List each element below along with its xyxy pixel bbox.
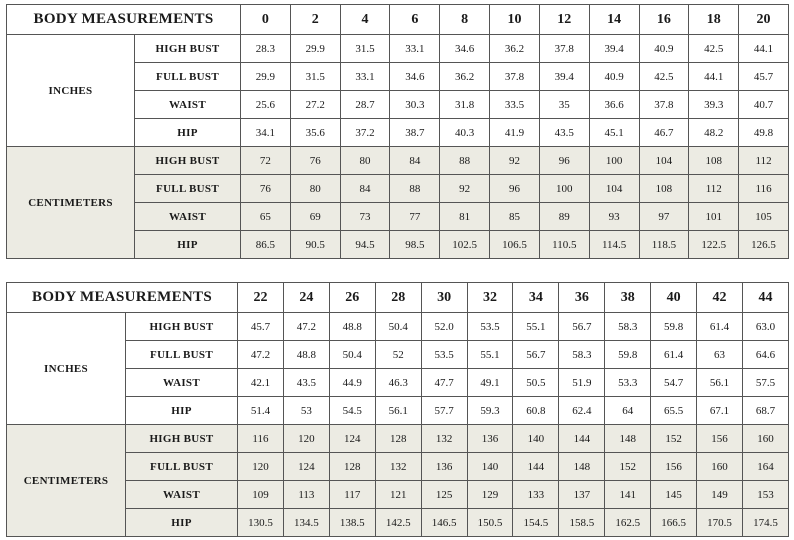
measurement-value: 120 [238, 453, 284, 481]
measurement-value: 42.5 [689, 35, 739, 63]
measurement-value: 92 [490, 147, 540, 175]
size-header: 22 [238, 283, 284, 313]
measurement-label: FULL BUST [135, 175, 241, 203]
measurement-value: 51.9 [559, 369, 605, 397]
measurement-value: 164 [742, 453, 788, 481]
measurement-value: 160 [742, 425, 788, 453]
header-row [7, 5, 789, 35]
measurement-value: 57.7 [421, 397, 467, 425]
measurement-label: HIGH BUST [126, 425, 238, 453]
measurement-value: 89 [539, 203, 589, 231]
measurement-value: 148 [605, 425, 651, 453]
measurement-value: 47.2 [283, 313, 329, 341]
measurement-value: 58.3 [605, 313, 651, 341]
measurement-value: 104 [589, 175, 639, 203]
measurement-value: 80 [290, 175, 340, 203]
measurement-value: 133 [513, 481, 559, 509]
measurement-value: 37.8 [490, 63, 540, 91]
measurement-value: 132 [375, 453, 421, 481]
measurement-value: 28.7 [340, 91, 390, 119]
measurement-label: HIGH BUST [135, 147, 241, 175]
measurement-value: 60.8 [513, 397, 559, 425]
measurement-label: WAIST [135, 91, 241, 119]
measurement-value: 72 [241, 147, 291, 175]
measurement-value: 61.4 [697, 313, 743, 341]
measurement-value: 40.3 [440, 119, 490, 147]
unit-label: CENTIMETERS [7, 147, 135, 259]
measurement-label: WAIST [135, 203, 241, 231]
measurement-value: 85 [490, 203, 540, 231]
measurement-value: 150.5 [467, 509, 513, 537]
measurement-value: 62.4 [559, 397, 605, 425]
measurement-value: 31.5 [340, 35, 390, 63]
measurement-value: 47.2 [238, 341, 284, 369]
measurement-value: 44.1 [689, 63, 739, 91]
measurement-value: 44.9 [329, 369, 375, 397]
measurement-value: 40.9 [639, 35, 689, 63]
measurement-value: 57.5 [742, 369, 788, 397]
measurement-value: 112 [739, 147, 789, 175]
measurement-value: 76 [290, 147, 340, 175]
measurement-value: 54.7 [651, 369, 697, 397]
measurement-value: 39.4 [589, 35, 639, 63]
measurement-value: 45.1 [589, 119, 639, 147]
measurement-value: 50.5 [513, 369, 559, 397]
measurement-value: 55.1 [513, 313, 559, 341]
measurement-value: 160 [697, 453, 743, 481]
measurement-value: 44.1 [739, 35, 789, 63]
measurement-value: 136 [467, 425, 513, 453]
measurement-value: 76 [241, 175, 291, 203]
measurement-value: 52.0 [421, 313, 467, 341]
measurement-value: 90.5 [290, 231, 340, 259]
size-header: 38 [605, 283, 651, 313]
size-header: 28 [375, 283, 421, 313]
measurement-value: 146.5 [421, 509, 467, 537]
measurement-value: 145 [651, 481, 697, 509]
measurement-value: 35.6 [290, 119, 340, 147]
measurement-value: 31.5 [290, 63, 340, 91]
measurement-value: 45.7 [238, 313, 284, 341]
measurement-value: 33.5 [490, 91, 540, 119]
measurement-value: 148 [559, 453, 605, 481]
measurement-value: 37.8 [539, 35, 589, 63]
measurement-value: 105 [739, 203, 789, 231]
size-header: 4 [340, 5, 390, 35]
measurement-value: 51.4 [238, 397, 284, 425]
size-header: 40 [651, 283, 697, 313]
measurement-value: 100 [589, 147, 639, 175]
measurement-value: 88 [390, 175, 440, 203]
measurement-value: 53.3 [605, 369, 651, 397]
measurement-value: 42.5 [639, 63, 689, 91]
measurement-value: 120 [283, 425, 329, 453]
measurement-value: 141 [605, 481, 651, 509]
measurement-value: 49.1 [467, 369, 513, 397]
measurement-value: 136 [421, 453, 467, 481]
measurement-value: 56.7 [559, 313, 605, 341]
measurement-value: 45.7 [739, 63, 789, 91]
size-header: 36 [559, 283, 605, 313]
measurement-value: 64.6 [742, 341, 788, 369]
size-header: 14 [589, 5, 639, 35]
measurement-value: 55.1 [467, 341, 513, 369]
table-title: BODY MEASUREMENTS [7, 5, 241, 35]
measurement-value: 102.5 [440, 231, 490, 259]
measurement-label: HIGH BUST [126, 313, 238, 341]
measurement-value: 114.5 [589, 231, 639, 259]
measurement-value: 109 [238, 481, 284, 509]
measurement-value: 53.5 [421, 341, 467, 369]
measurement-value: 37.2 [340, 119, 390, 147]
measurement-value: 98.5 [390, 231, 440, 259]
measurement-value: 77 [390, 203, 440, 231]
measurement-value: 50.4 [375, 313, 421, 341]
table-row [7, 35, 789, 63]
measurement-label: HIP [126, 397, 238, 425]
measurement-label: HIP [135, 231, 241, 259]
measurement-value: 48.8 [329, 313, 375, 341]
measurement-value: 122.5 [689, 231, 739, 259]
measurement-value: 34.1 [241, 119, 291, 147]
measurement-value: 53.5 [467, 313, 513, 341]
measurement-value: 106.5 [490, 231, 540, 259]
measurement-value: 101 [689, 203, 739, 231]
size-header: 20 [739, 5, 789, 35]
measurement-value: 138.5 [329, 509, 375, 537]
measurement-value: 154.5 [513, 509, 559, 537]
measurement-label: WAIST [126, 481, 238, 509]
measurement-value: 130.5 [238, 509, 284, 537]
size-header: 42 [697, 283, 743, 313]
measurement-value: 137 [559, 481, 605, 509]
measurement-label: FULL BUST [126, 453, 238, 481]
measurement-label: FULL BUST [126, 341, 238, 369]
measurement-value: 116 [238, 425, 284, 453]
size-header: 6 [390, 5, 440, 35]
measurement-value: 52 [375, 341, 421, 369]
measurement-value: 29.9 [290, 35, 340, 63]
size-table-2 [6, 282, 789, 537]
measurement-value: 94.5 [340, 231, 390, 259]
measurement-value: 129 [467, 481, 513, 509]
measurement-value: 43.5 [283, 369, 329, 397]
measurement-value: 48.8 [283, 341, 329, 369]
size-header: 34 [513, 283, 559, 313]
measurement-value: 38.7 [390, 119, 440, 147]
measurement-value: 166.5 [651, 509, 697, 537]
measurement-value: 97 [639, 203, 689, 231]
measurement-value: 108 [689, 147, 739, 175]
measurement-value: 116 [739, 175, 789, 203]
measurement-value: 33.1 [340, 63, 390, 91]
measurement-value: 47.7 [421, 369, 467, 397]
unit-label: INCHES [7, 313, 126, 425]
measurement-value: 124 [329, 425, 375, 453]
measurement-value: 40.9 [589, 63, 639, 91]
measurement-value: 84 [340, 175, 390, 203]
measurement-value: 110.5 [539, 231, 589, 259]
measurement-value: 117 [329, 481, 375, 509]
measurement-value: 144 [559, 425, 605, 453]
measurement-value: 28.3 [241, 35, 291, 63]
measurement-value: 152 [651, 425, 697, 453]
measurement-value: 46.3 [375, 369, 421, 397]
measurement-value: 132 [421, 425, 467, 453]
measurement-value: 104 [639, 147, 689, 175]
measurement-value: 34.6 [390, 63, 440, 91]
measurement-value: 73 [340, 203, 390, 231]
measurement-value: 61.4 [651, 341, 697, 369]
measurement-value: 65 [241, 203, 291, 231]
measurement-value: 39.3 [689, 91, 739, 119]
measurement-label: HIP [135, 119, 241, 147]
measurement-value: 46.7 [639, 119, 689, 147]
measurement-value: 35 [539, 91, 589, 119]
measurement-value: 88 [440, 147, 490, 175]
measurement-value: 31.8 [440, 91, 490, 119]
measurement-value: 36.2 [440, 63, 490, 91]
measurement-value: 152 [605, 453, 651, 481]
measurement-label: FULL BUST [135, 63, 241, 91]
measurement-value: 30.3 [390, 91, 440, 119]
unit-label: INCHES [7, 35, 135, 147]
measurement-value: 29.9 [241, 63, 291, 91]
size-header: 8 [440, 5, 490, 35]
measurement-value: 149 [697, 481, 743, 509]
measurement-value: 124 [283, 453, 329, 481]
measurement-value: 59.8 [651, 313, 697, 341]
measurement-value: 156 [651, 453, 697, 481]
measurement-label: HIGH BUST [135, 35, 241, 63]
size-header: 44 [742, 283, 788, 313]
size-header: 30 [421, 283, 467, 313]
measurement-value: 93 [589, 203, 639, 231]
measurement-value: 144 [513, 453, 559, 481]
measurement-value: 162.5 [605, 509, 651, 537]
measurement-value: 84 [390, 147, 440, 175]
measurement-value: 64 [605, 397, 651, 425]
header-row [7, 283, 789, 313]
table-title: BODY MEASUREMENTS [7, 283, 238, 313]
size-header: 18 [689, 5, 739, 35]
measurement-value: 56.1 [697, 369, 743, 397]
measurement-value: 43.5 [539, 119, 589, 147]
measurement-value: 36.2 [490, 35, 540, 63]
measurement-value: 170.5 [697, 509, 743, 537]
measurement-value: 140 [513, 425, 559, 453]
measurement-value: 50.4 [329, 341, 375, 369]
table-row [7, 425, 789, 453]
measurement-value: 153 [742, 481, 788, 509]
measurement-value: 113 [283, 481, 329, 509]
measurement-value: 174.5 [742, 509, 788, 537]
measurement-value: 142.5 [375, 509, 421, 537]
size-header: 10 [490, 5, 540, 35]
measurement-value: 53 [283, 397, 329, 425]
measurement-value: 134.5 [283, 509, 329, 537]
size-header: 26 [329, 283, 375, 313]
measurement-value: 156 [697, 425, 743, 453]
measurement-value: 59.3 [467, 397, 513, 425]
measurement-value: 128 [375, 425, 421, 453]
measurement-value: 56.7 [513, 341, 559, 369]
measurement-value: 92 [440, 175, 490, 203]
measurement-value: 42.1 [238, 369, 284, 397]
measurement-value: 125 [421, 481, 467, 509]
measurement-label: WAIST [126, 369, 238, 397]
measurement-value: 49.8 [739, 119, 789, 147]
measurement-value: 121 [375, 481, 421, 509]
measurement-value: 58.3 [559, 341, 605, 369]
measurement-value: 118.5 [639, 231, 689, 259]
measurement-value: 128 [329, 453, 375, 481]
measurement-value: 39.4 [539, 63, 589, 91]
measurement-value: 96 [539, 147, 589, 175]
measurement-value: 25.6 [241, 91, 291, 119]
size-table-1 [6, 4, 789, 259]
measurement-value: 108 [639, 175, 689, 203]
measurement-value: 69 [290, 203, 340, 231]
measurement-value: 48.2 [689, 119, 739, 147]
measurement-value: 140 [467, 453, 513, 481]
measurement-value: 67.1 [697, 397, 743, 425]
measurement-value: 112 [689, 175, 739, 203]
unit-label: CENTIMETERS [7, 425, 126, 537]
table-row [7, 313, 789, 341]
measurement-value: 86.5 [241, 231, 291, 259]
measurement-value: 40.7 [739, 91, 789, 119]
measurement-value: 80 [340, 147, 390, 175]
measurement-value: 96 [490, 175, 540, 203]
measurement-value: 36.6 [589, 91, 639, 119]
measurement-value: 81 [440, 203, 490, 231]
table-row [7, 147, 789, 175]
measurement-value: 27.2 [290, 91, 340, 119]
measurement-value: 100 [539, 175, 589, 203]
size-header: 0 [241, 5, 291, 35]
measurement-value: 37.8 [639, 91, 689, 119]
size-header: 2 [290, 5, 340, 35]
measurement-value: 59.8 [605, 341, 651, 369]
measurement-value: 56.1 [375, 397, 421, 425]
measurement-value: 158.5 [559, 509, 605, 537]
measurement-value: 41.9 [490, 119, 540, 147]
measurement-value: 63.0 [742, 313, 788, 341]
measurement-value: 34.6 [440, 35, 490, 63]
size-header: 16 [639, 5, 689, 35]
size-header: 12 [539, 5, 589, 35]
measurement-value: 126.5 [739, 231, 789, 259]
measurement-value: 65.5 [651, 397, 697, 425]
measurement-label: HIP [126, 509, 238, 537]
measurement-value: 54.5 [329, 397, 375, 425]
measurement-value: 63 [697, 341, 743, 369]
measurement-value: 68.7 [742, 397, 788, 425]
size-header: 24 [283, 283, 329, 313]
measurement-value: 33.1 [390, 35, 440, 63]
size-header: 32 [467, 283, 513, 313]
